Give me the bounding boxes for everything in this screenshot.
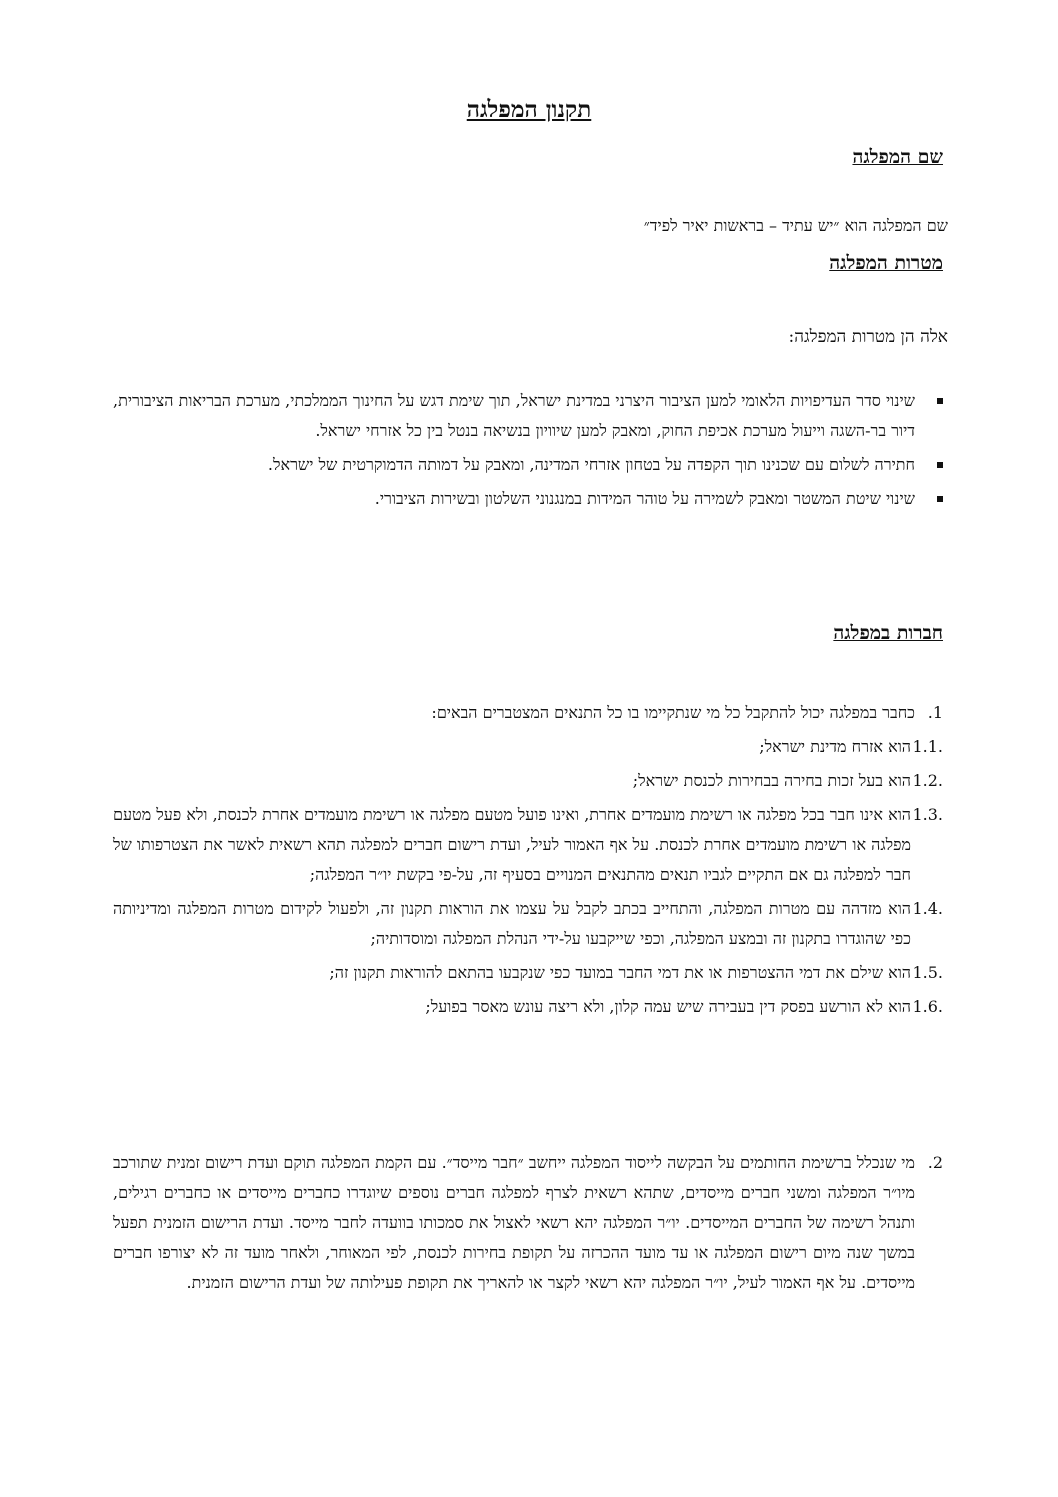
- document-title: תקנון המפלגה: [466, 96, 592, 123]
- subclause-number: 1.2.: [912, 771, 943, 790]
- clause-1: [113, 698, 943, 728]
- subclause-number: 1.4.: [912, 899, 943, 918]
- subclause-text: הוא בעל זכות בחירה בבחירות לכנסת ישראל;: [632, 771, 911, 790]
- subclause-text: הוא מזדהה עם מטרות המפלגה, והתחייב בכתב לקבל על עצמו את הוראות תקנון זה, ולפעול לקידום מטרות המפלגה ומדיניותה כפי שהוגדרו בתקנון זה ובמצע המפלגה, וכפי שייקבעו על-ידי הנהלת המפלגה ומוסדותיה;: [113, 899, 911, 948]
- goals-intro: אלה הן מטרות המפלגה:: [788, 327, 948, 347]
- party-name-text: שם המפלגה הוא ״יש עתיד – בראשות יאיר לפיד״: [643, 216, 948, 235]
- goals-bullet-list: [113, 386, 943, 518]
- bullet-text: חתירה לשלום עם שכנינו תוך הקפדה על בטחון אזרחי המדינה, ומאבק על דמותה הדמוקרטית של ישראל.: [267, 455, 915, 474]
- list-item: [113, 386, 943, 446]
- subclause-number: 1.1.: [912, 737, 943, 756]
- square-bullet-icon: [937, 496, 943, 502]
- subclause-number: 1.3.: [912, 805, 943, 824]
- clause-text: מי שנכלל ברשימת החותמים על הבקשה לייסוד המפלגה ייחשב ״חבר מייסד״. עם הקמת המפלגה תוקם ועדת רישום זמנית שתורכב מיו״ר המפלגה ומשני חברים מייסדים, שתהא רשאית לצרף למפלגה חברים נוספים שיוגדרו כחברים מייסדים או כחברים רגילים, ותנהל רשימה של החברים המייסדים. יו״ר המפלגה יהא רשאי לאצול את סמכותו בוועדה לחבר מייסד. ועדת הרישום הזמנית תפעל במשך שנה מיום רישום המפלגה או עד מועד ההכרזה על תקופת בחירות לכנסת, לפי המאוחר, ולאחר מועד זה לא יצורפו חברים מייסדים. על אף האמור לעיל, יו״ר המפלגה יהא רשאי לקצר או להאריך את תקופת פעילותה של ועדת הרישום הזמנית.: [113, 1153, 916, 1292]
- clause-number: 2.: [927, 1153, 943, 1172]
- bullet-text: שינוי סדר העדיפויות הלאומי למען הציבור היצרני במדינת ישראל, תוך שימת דגש על החינוך הממלכתי, מערכת הבריאות הציבורית, דיור בר-השגה וייעול מערכת אכיפת החוק, ומאבק למען שיוויון בנשיאה בנטל בין כל אזרחי ישראל.: [113, 391, 916, 440]
- list-item: [113, 450, 943, 480]
- list-item: [113, 992, 943, 1022]
- subclause-number: 1.6.: [912, 997, 943, 1016]
- subclause-number: 1.5.: [912, 963, 943, 982]
- list-item: [113, 766, 943, 796]
- subclause-text: הוא לא הורשע בפסק דין בעבירה שיש עמה קלון, ולא ריצה עונש מאסר בפועל;: [425, 997, 911, 1016]
- subclause-text: הוא שילם את דמי ההצטרפות או את דמי החבר במועד כפי שנקבעו בהתאם להוראות תקנון זה;: [329, 963, 911, 982]
- clause-text: כחבר במפלגה יכול להתקבל כל מי שנתקיימו בו כל התנאים המצטברים הבאים:: [431, 703, 915, 722]
- section-heading-party-goals: מטרות המפלגה: [829, 252, 943, 274]
- list-item: [113, 484, 943, 514]
- bullet-text: שינוי שיטת המשטר ומאבק לשמירה על טוהר המידות במנגנוני השלטון ובשירות הציבורי.: [374, 489, 915, 508]
- subclause-text: הוא אינו חבר בכל מפלגה או רשימת מועמדים אחרת, ואינו פועל מטעם מפלגה או רשימת מועמדים אחרת לכנסת, ולא פעל מטעם מפלגה או רשימת מועמדים אחרת לכנסת. על אף האמור לעיל, ועדת רישום חברים למפלגה תהא רשאית לאשר את הצטרפותו של חבר למפלגה גם אם התקיים לגביו תנאים מהתנאים המנויים בסעיף זה, על-פי בקשת יו״ר המפלגה;: [113, 805, 912, 884]
- list-item: [113, 800, 943, 890]
- section-heading-party-name: שם המפלגה: [852, 146, 943, 168]
- subclause-text: הוא אזרח מדינת ישראל;: [759, 737, 911, 756]
- clause-number: 1.: [927, 703, 943, 722]
- section-heading-membership: חברות במפלגה: [833, 622, 943, 644]
- clause-1-sublist: [113, 732, 943, 1026]
- square-bullet-icon: [937, 462, 943, 468]
- list-item: [113, 894, 943, 954]
- square-bullet-icon: [937, 398, 943, 404]
- clause-2: [113, 1148, 943, 1298]
- list-item: [113, 958, 943, 988]
- list-item: [113, 732, 943, 762]
